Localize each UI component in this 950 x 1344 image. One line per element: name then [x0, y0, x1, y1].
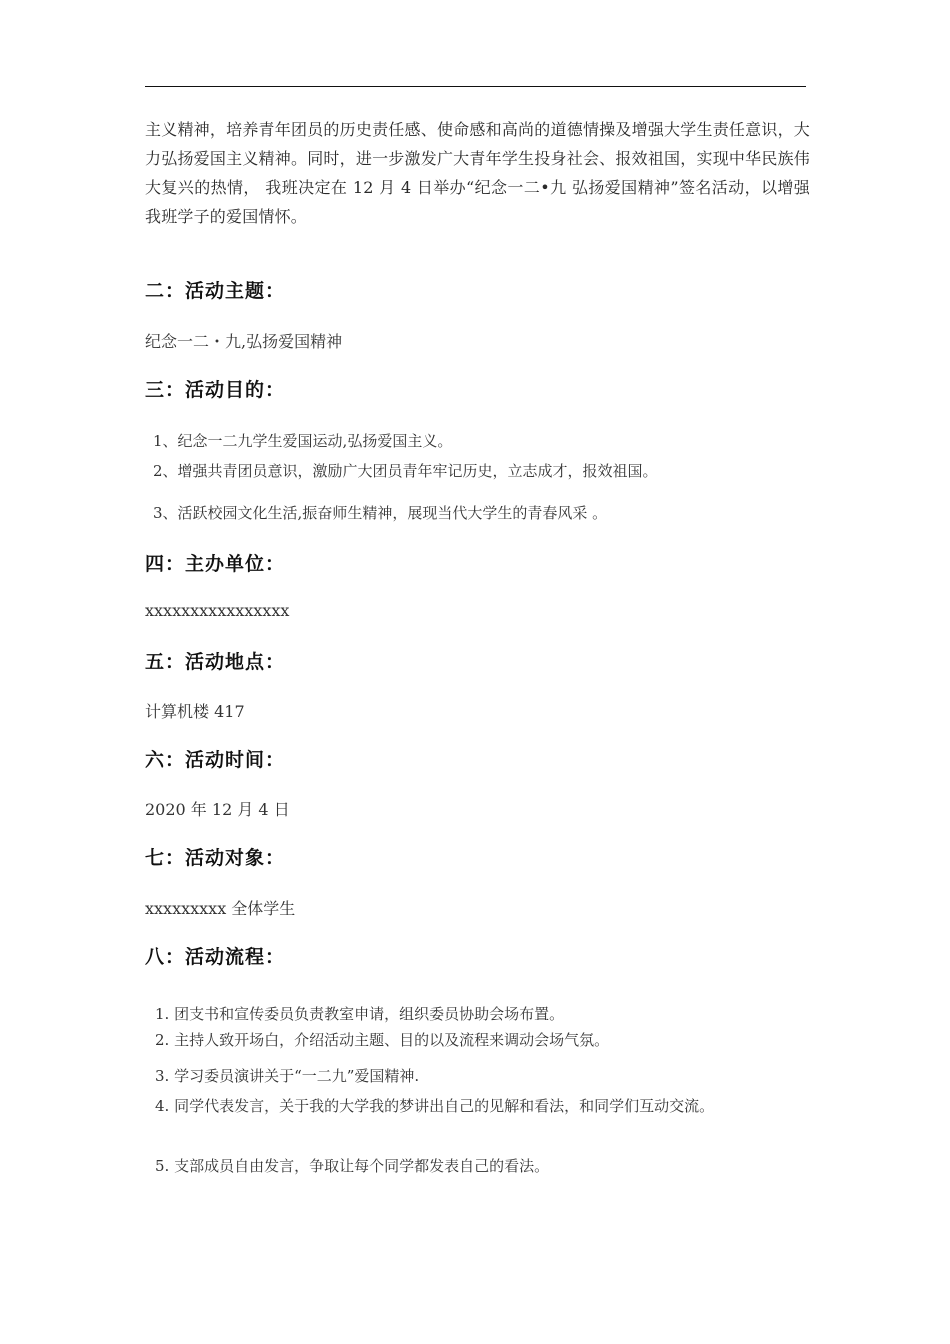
process-step: 3. 学习委员演讲关于“一二九”爱国精神. [155, 1067, 420, 1085]
process-step: 2. 主持人致开场白，介绍活动主题、目的以及流程来调动会场气氛。 [155, 1031, 610, 1049]
process-step: 5. 支部成员自由发言，争取让每个同学都发表自己的看法。 [155, 1157, 550, 1175]
heading-location: 五：活动地点： [145, 651, 286, 673]
heading-purpose: 三：活动目的： [145, 379, 286, 401]
heading-organizer: 四：主办单位： [145, 553, 286, 575]
purpose-item: 3、活跃校园文化生活,振奋师生精神，展现当代大学生的青春风采 。 [153, 504, 608, 522]
purpose-item: 1、纪念一二九学生爱国运动,弘扬爱国主义。 [153, 432, 453, 450]
organizer-text: xxxxxxxxxxxxxxxx [145, 601, 290, 620]
intro-paragraph: 主义精神，培养青年团员的历史责任感、使命感和高尚的道德情操及增强大学生责任意识，大力弘扬爱国主义精神。同时，进一步激发广大青年学生投身社会、报效祖国，实现中华民族伟大复兴的热情， 我班决定在 12 月 4 日举办“纪念一二•九 弘扬爱国精神”签名活动，以增强我班学子的爱国情怀。 [145, 120, 810, 226]
process-step: 4. 同学代表发言，关于我的大学我的梦讲出自己的见解和看法，和同学们互动交流。 [155, 1097, 715, 1115]
process-step: 1. 团支书和宣传委员负责教室申请，组织委员协助会场布置。 [155, 1005, 565, 1023]
heading-audience: 七：活动对象： [145, 847, 286, 869]
time-text: 2020 年 12 月 4 日 [145, 800, 290, 819]
heading-theme: 二：活动主题： [145, 280, 286, 302]
theme-text: 纪念一二・九,弘扬爱国精神 [145, 332, 343, 351]
heading-time: 六：活动时间： [145, 749, 286, 771]
purpose-item: 2、增强共青团员意识，激励广大团员青年牢记历史，立志成才，报效祖国。 [153, 462, 658, 480]
audience-text: xxxxxxxxx 全体学生 [145, 899, 296, 918]
header-rule [145, 86, 806, 87]
heading-process: 八：活动流程： [145, 946, 286, 968]
location-text: 计算机楼 417 [145, 702, 245, 721]
